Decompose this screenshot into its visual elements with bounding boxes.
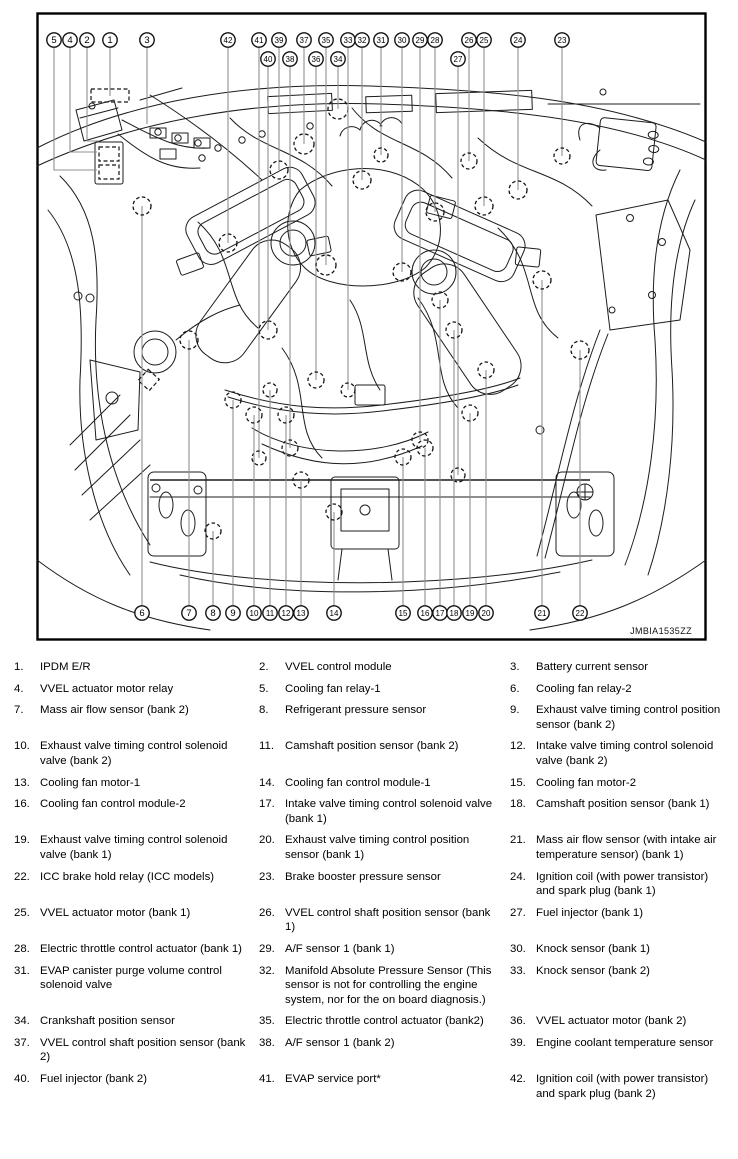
callout-number-12: 12 [281, 609, 291, 619]
legend-item-number: 17. [259, 798, 275, 811]
callout-number-26: 26 [464, 36, 474, 46]
legend-item-number: 2. [259, 661, 269, 673]
legend-item-text: Cooling fan control module-2 [40, 798, 186, 811]
legend-item-number: 5. [259, 682, 269, 695]
legend-item-number: 12. [510, 740, 526, 753]
legend-item-text: Cooling fan motor-1 [40, 776, 141, 789]
legend-item-19 [14, 833, 254, 862]
legend-item-11 [259, 739, 505, 768]
callout-number-27: 27 [453, 55, 463, 65]
callout-number-34: 34 [333, 55, 343, 65]
legend-item-number: 15. [510, 776, 526, 789]
callout-number-24: 24 [513, 36, 523, 46]
callout-number-20: 20 [481, 609, 491, 619]
legend-item-41 [259, 1072, 505, 1101]
legend-item-number: 14. [259, 776, 275, 789]
callout-number-33: 33 [343, 36, 353, 46]
callout-number-21: 21 [537, 609, 547, 619]
callout-number-11: 11 [265, 609, 275, 619]
legend-item-21 [510, 833, 732, 862]
legend-item-number: 38. [259, 1036, 275, 1049]
legend-item-text: Mass air flow sensor (with intake air temperature sensor) (bank 1) [536, 834, 717, 861]
callout-number-16: 16 [420, 609, 430, 619]
legend-item-text: Brake booster pressure sensor [285, 870, 441, 883]
legend-item-text: Ignition coil (with power transistor) and spark plug (bank 1) [536, 870, 709, 898]
legend-item-number: 4. [14, 682, 24, 695]
legend-item-text: Knock sensor (bank 1) [536, 942, 650, 955]
legend-item-text: Cooling fan motor-2 [536, 776, 637, 789]
legend-item-text: Refrigerant pressure sensor [285, 704, 427, 717]
legend-item-text: Exhaust valve timing control position sensor (bank 1) [285, 834, 470, 861]
callout-number-9: 9 [230, 608, 236, 620]
legend-item-28 [14, 942, 254, 957]
legend-item-3 [510, 660, 732, 675]
legend-item-10 [14, 739, 254, 768]
callout-number-39: 39 [274, 36, 284, 46]
callout-number-1: 1 [107, 35, 113, 47]
legend-item-number: 20. [259, 834, 275, 847]
legend-item-text: Mass air flow sensor (bank 2) [40, 704, 189, 717]
legend-item-number: 13. [14, 776, 30, 789]
legend-item-number: 39. [510, 1036, 526, 1049]
legend-item-number: 27. [510, 906, 526, 919]
legend-item-15 [510, 776, 732, 791]
legend-item-36 [510, 1014, 732, 1029]
legend-item-number: 22. [14, 870, 30, 883]
legend-item-text: IPDM E/R [40, 661, 91, 673]
legend-item-text: ICC brake hold relay (ICC models) [40, 870, 215, 883]
callout-number-13: 13 [296, 609, 306, 619]
callout-number-30: 30 [397, 36, 407, 46]
legend-item-number: 35. [259, 1015, 275, 1028]
legend-item-number: 16. [14, 798, 30, 811]
legend-item-text: VVEL actuator motor (bank 2) [536, 1015, 687, 1028]
legend-item-18 [510, 797, 732, 826]
legend-item-number: 31. [14, 964, 30, 977]
legend-item-26 [259, 906, 505, 935]
callout-number-31: 31 [376, 36, 386, 46]
legend-item-text: Cooling fan relay-1 [285, 682, 381, 695]
legend-item-number: 30. [510, 942, 526, 955]
legend-item-39 [510, 1036, 732, 1065]
callout-number-3: 3 [144, 35, 150, 47]
callout-number-8: 8 [210, 608, 216, 620]
legend-item-number: 34. [14, 1015, 30, 1028]
legend-item-27 [510, 906, 732, 935]
legend-item-32 [259, 964, 505, 1008]
legend-item-37 [14, 1036, 254, 1065]
legend-item-24 [510, 870, 732, 899]
figure-frame [38, 14, 706, 640]
legend-item-number: 42. [510, 1073, 526, 1086]
legend-item-number: 25. [14, 906, 30, 919]
legend-item-number: 21. [510, 834, 526, 847]
legend-item-12 [510, 739, 732, 768]
legend-item-number: 37. [14, 1036, 30, 1049]
legend-item-38 [259, 1036, 505, 1065]
legend-item-number: 40. [14, 1073, 30, 1086]
legend-item-text: Intake valve timing control solenoid valve (bank 1) [285, 798, 493, 825]
legend-item-text: EVAP canister purge volume control solenoid valve [40, 964, 222, 992]
legend-item-number: 8. [259, 704, 269, 717]
callout-number-7: 7 [186, 608, 192, 620]
legend-item-4 [14, 682, 254, 697]
legend-item-text: Intake valve timing control solenoid valve (bank 2) [536, 740, 714, 767]
legend-item-text: Battery current sensor [536, 661, 649, 673]
legend-item-29 [259, 942, 505, 957]
legend-item-text: EVAP service port* [285, 1073, 381, 1086]
callout-number-35: 35 [321, 36, 331, 46]
legend-item-25 [14, 906, 254, 935]
callout-number-18: 18 [449, 609, 459, 619]
legend-item-17 [259, 797, 505, 826]
callout-number-22: 22 [575, 609, 585, 619]
legend-item-text: Electric throttle control actuator (bank 1) [40, 942, 242, 955]
legend-item-14 [259, 776, 505, 791]
legend-item-text: Knock sensor (bank 2) [536, 964, 650, 977]
legend-item-number: 10. [14, 740, 30, 753]
legend-item-number: 28. [14, 942, 30, 955]
figure-code: JMBIA1535ZZ [630, 626, 692, 636]
callout-number-38: 38 [285, 55, 295, 65]
legend-item-text: Exhaust valve timing control position sensor (bank 2) [536, 704, 721, 731]
callout-number-6: 6 [139, 608, 145, 620]
legend-item-number: 1. [14, 661, 24, 673]
legend-item-text: VVEL actuator motor (bank 1) [40, 906, 191, 919]
legend-item-8 [259, 703, 505, 732]
callout-number-19: 19 [465, 609, 475, 619]
legend-item-6 [510, 682, 732, 697]
legend-item-number: 29. [259, 942, 275, 955]
legend-item-2 [259, 660, 505, 675]
legend-item-23 [259, 870, 505, 899]
legend-item-text: Electric throttle control actuator (bank2) [285, 1015, 484, 1028]
callout-number-25: 25 [479, 36, 489, 46]
legend-item-text: Camshaft position sensor (bank 2) [285, 740, 459, 753]
callout-number-32: 32 [357, 36, 367, 46]
legend-item-34 [14, 1014, 254, 1029]
legend-item-text: VVEL control shaft position sensor (bank 2) [40, 1036, 246, 1064]
legend-item-40 [14, 1072, 254, 1101]
legend-item-text: Camshaft position sensor (bank 1) [536, 798, 710, 811]
legend-item-9 [510, 703, 732, 732]
legend-item-number: 32. [259, 964, 275, 977]
legend-item-number: 9. [510, 704, 520, 717]
legend-item-20 [259, 833, 505, 862]
callout-number-15: 15 [398, 609, 408, 619]
legend-item-number: 23. [259, 870, 275, 883]
callout-number-14: 14 [329, 609, 339, 619]
legend-item-number: 33. [510, 964, 526, 977]
legend-item-text: Fuel injector (bank 1) [536, 906, 643, 919]
callout-number-23: 23 [557, 36, 567, 46]
callout-number-41: 41 [254, 36, 264, 46]
callout-number-4: 4 [67, 35, 73, 47]
legend-item-22 [14, 870, 254, 899]
legend-item-text: Cooling fan control module-1 [285, 776, 431, 789]
legend-item-number: 36. [510, 1015, 526, 1028]
callout-number-10: 10 [249, 609, 259, 619]
legend-item-text: Crankshaft position sensor [40, 1015, 175, 1028]
legend-item-30 [510, 942, 732, 957]
legend-item-text: Cooling fan relay-2 [536, 682, 632, 695]
legend-item-number: 19. [14, 834, 30, 847]
legend [0, 650, 738, 1107]
legend-item-number: 6. [510, 682, 520, 695]
legend-item-text: Exhaust valve timing control solenoid valve (bank 2) [40, 740, 228, 767]
legend-item-33 [510, 964, 732, 1008]
legend-item-5 [259, 682, 505, 697]
callout-number-37: 37 [299, 36, 309, 46]
legend-item-text: VVEL control module [285, 661, 392, 673]
legend-item-7 [14, 703, 254, 732]
legend-item-1 [14, 660, 254, 675]
legend-item-text: VVEL control shaft position sensor (bank 1) [285, 906, 491, 934]
legend-item-number: 3. [510, 661, 520, 673]
callout-number-5: 5 [51, 35, 57, 47]
callout-number-2: 2 [84, 35, 90, 47]
legend-item-text: Fuel injector (bank 2) [40, 1073, 147, 1086]
legend-item-16 [14, 797, 254, 826]
legend-item-text: Manifold Absolute Pressure Sensor (This sensor is not for controlling the engine system, nor for the on board diagnosis.) [285, 964, 492, 1006]
legend-item-13 [14, 776, 254, 791]
legend-item-number: 24. [510, 870, 526, 883]
legend-item-number: 41. [259, 1073, 275, 1086]
legend-item-number: 11. [259, 740, 274, 753]
legend-item-text: Engine coolant temperature sensor [536, 1036, 714, 1049]
legend-item-text: Ignition coil (with power transistor) and spark plug (bank 2) [536, 1073, 709, 1100]
legend-item-number: 7. [14, 704, 24, 717]
callout-number-17: 17 [435, 609, 445, 619]
legend-item-text: VVEL actuator motor relay [40, 682, 174, 695]
callout-number-28: 28 [430, 36, 440, 46]
callout-number-40: 40 [263, 55, 273, 65]
legend-item-35 [259, 1014, 505, 1029]
legend-item-text: Exhaust valve timing control solenoid valve (bank 1) [40, 834, 228, 861]
callout-number-36: 36 [311, 55, 321, 65]
legend-item-number: 18. [510, 798, 526, 811]
legend-item-31 [14, 964, 254, 1008]
legend-item-text: A/F sensor 1 (bank 1) [285, 942, 395, 955]
callout-number-42: 42 [223, 36, 233, 46]
legend-item-text: A/F sensor 1 (bank 2) [285, 1036, 395, 1049]
legend-item-number: 26. [259, 906, 275, 919]
callout-number-29: 29 [415, 36, 425, 46]
legend-item-42 [510, 1072, 732, 1101]
